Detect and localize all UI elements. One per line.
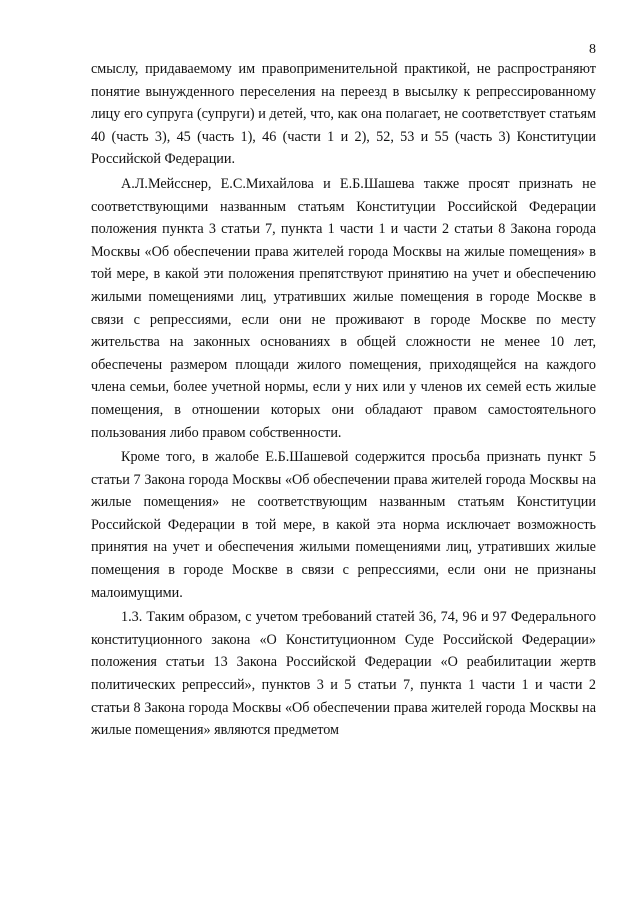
paragraph-continuation: смыслу, придаваемому им правоприменительной практикой, не распространяют понятие вынужденного переселения на переезд в высылку к репрессированному лицу его супруга (супруги) и детей, что, как она полагает, не соответствует статьям 40 (часть 3), 45 (часть 1), 46 (части 1 и 2), 52, 53 и 55 (часть 3) Конституции Российской Федерации. bbox=[91, 61, 596, 168]
paragraph-petition-shasheva: Кроме того, в жалобе Е.Б.Шашевой содержится просьба признать пункт 5 статьи 7 Закона города Москвы «Об обеспечении права жителей города Москвы на жилые помещения» не соответствующим названным статьям Конституции Российской Федерации в той мере, в какой эта норма исключает возможность принятия на учет и обеспечения жилыми помещениями лиц, утративших жилые помещения в городе Москве в связи с репрессиями, если они не признаны малоимущими. bbox=[91, 449, 596, 601]
paragraph-section-1-3: 1.3. Таким образом, с учетом требований статей 36, 74, 96 и 97 Федерального конституционного закона «О Конституционном Суде Российской Федерации» положения статьи 13 Закона Российской Федерации «О реабилитации жертв политических репрессий», пунктов 3 и 5 статьи 7, пункта 1 части 1 и части 2 статьи 8 Закона города Москвы «Об обеспечении права жителей города Москвы на жилые помещения» являются предметом bbox=[91, 609, 596, 739]
document-body bbox=[91, 58, 596, 742]
page-number: 8 bbox=[589, 42, 596, 57]
paragraph-petition-meissner: А.Л.Мейсснер, Е.С.Михайлова и Е.Б.Шашева также просят признать не соответствующими названным статьям Конституции Российской Федерации положения пункта 3 статьи 7, пункта 1 части 1 и части 2 статьи 8 Закона города Москвы «Об обеспечении права жителей города Москвы на жилые помещения» в той мере, в какой эти положения препятствуют принятию на учет и обеспечению жилыми помещениями лиц, утративших жилые помещения в городе Москве в связи с репрессиями, если они не проживают в городе Москве по месту жительства на законных основаниях в общей сложности не менее 10 лет, обеспечены размером площади жилого помещения, приходящейся на каждого члена семьи, более учетной нормы, если у них или у членов их семей есть жилые помещения, в отношении которых они обладают правом самостоятельного пользования либо правом собственности. bbox=[91, 175, 596, 441]
